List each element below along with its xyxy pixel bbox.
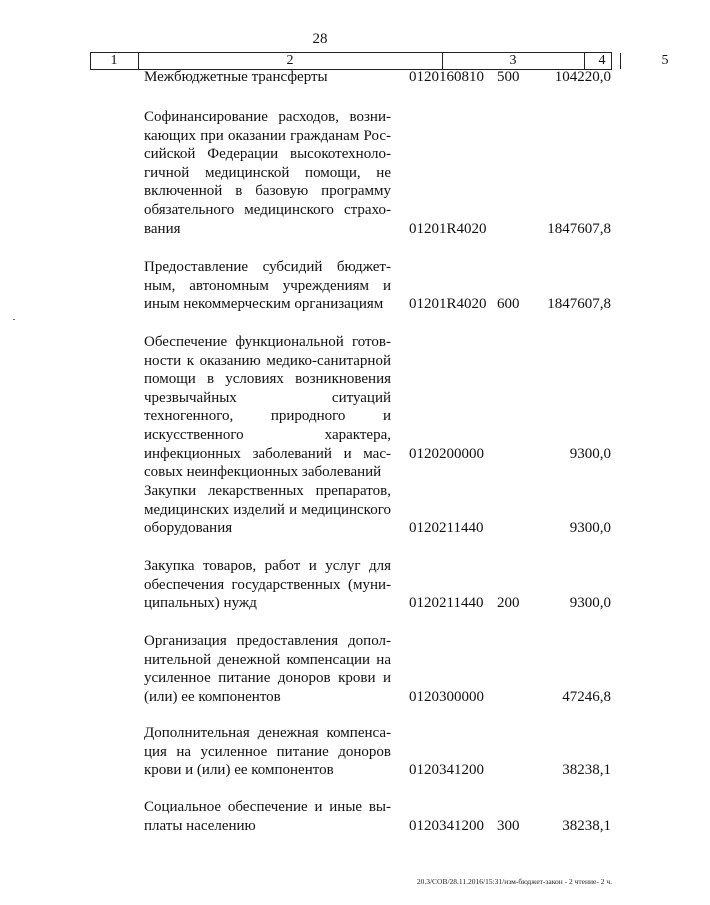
header-col-5: 5 <box>661 53 669 68</box>
row-sum: 9300,0 <box>569 445 611 462</box>
scan-speck <box>13 319 15 320</box>
row-name: Дополнительная денежная компенсация на усиленное питание доноров крови и (или) ее компонентов <box>144 725 391 779</box>
row-csr-code: 01201R4020 <box>409 220 487 237</box>
row-csr-code: 0120341200 <box>409 762 484 779</box>
row-vr-code: 200 <box>497 595 520 612</box>
row-csr-code: 0120160810 <box>409 69 484 85</box>
row-name: Межбюджетные трансферты <box>144 69 328 85</box>
row-vr-code: 600 <box>497 296 520 313</box>
header-divider <box>611 53 612 69</box>
row-csr-code: 0120211440 <box>409 595 484 612</box>
row-name: Закупки лекарственных препаратов, медицинских изделий и медицинского оборудования <box>144 483 391 537</box>
row-csr-code: 0120341200 <box>409 817 484 834</box>
row-sum: 38238,1 <box>562 762 611 779</box>
row-name: Предоставление субсидий бюджетным, автономным учреждениям и иным некоммерческим организациям <box>144 259 391 313</box>
header-col-3: 3 <box>509 53 517 68</box>
row-name: Обеспечение функциональной готовности к оказанию медико-санитарной помощи в условиях возникновения чрезвычайных ситуаций техногенного, природного и искусственного характера, инфекционных заболеваний и массовых неинфекционных заболеваний <box>144 334 391 481</box>
row-sum: 1847607,8 <box>547 296 611 313</box>
row-vr-code: 300 <box>497 817 520 834</box>
row-name: Софинансирование расходов, возникающих при оказании гражданам Российской Федерации высокотехнологичной медицинской помощи, не включенной в базовую программу обязательного медицинского страхования <box>144 109 391 237</box>
row-vr-code: 500 <box>497 69 520 85</box>
row-sum: 104220,0 <box>554 69 611 85</box>
row-sum: 47246,8 <box>562 688 611 705</box>
row-name: Социальное обеспечение и иные выплаты населению <box>144 799 391 834</box>
header-col-2: 2 <box>286 53 294 68</box>
row-name: Организация предоставления дополнительной денежной компенсации на усиленное питание доноров крови и (или) ее компонентов <box>144 633 391 705</box>
row-sum: 38238,1 <box>562 817 611 834</box>
row-sum: 9300,0 <box>569 520 611 537</box>
row-csr-code: 0120200000 <box>409 445 484 462</box>
row-csr-code: 0120211440 <box>409 520 484 537</box>
header-col-4: 4 <box>598 53 606 68</box>
row-csr-code: 0120300000 <box>409 688 484 705</box>
footer-doc-id: 20.3/СОВ/28.11.2016/15:31/изм-бюджет-закон - 2 чтение- 2 ч. <box>416 877 612 886</box>
row-csr-code: 01201R4020 <box>409 296 487 313</box>
page-number: 28 <box>312 31 328 47</box>
row-name: Закупка товаров, работ и услуг для обеспечения государственных (муниципальных) нужд <box>144 558 391 612</box>
row-sum: 9300,0 <box>569 595 611 612</box>
header-col-1: 1 <box>110 53 118 68</box>
row-sum: 1847607,8 <box>547 220 611 237</box>
